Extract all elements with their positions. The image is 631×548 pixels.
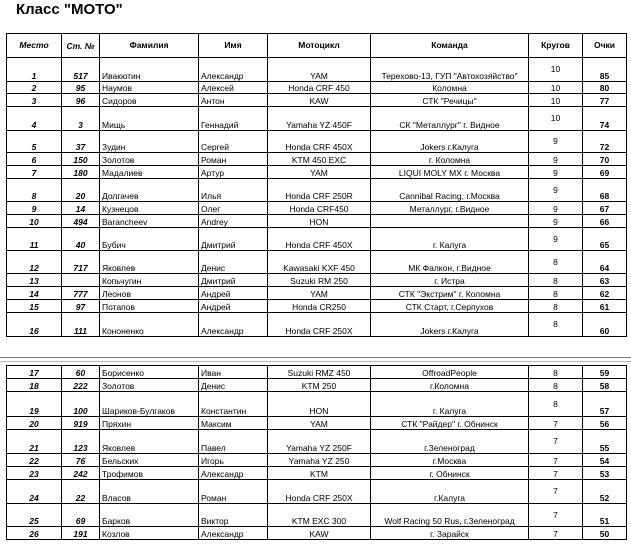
cell-lastname: Ивакютин (100, 58, 199, 82)
cell-points: 61 (583, 300, 627, 313)
cell-points: 63 (583, 274, 627, 287)
cell-motorcycle: Yamaha YZ 250 (268, 454, 371, 467)
col-header-lastname: Фамилия (100, 34, 199, 58)
cell-points: 55 (583, 430, 627, 454)
cell-laps: 9 (529, 179, 583, 202)
cell-points: 57 (583, 392, 627, 417)
cell-lastname: Barancheev (100, 215, 199, 228)
cell-lastname: Золотов (100, 153, 199, 166)
cell-place: 20 (7, 417, 62, 430)
table-row (7, 274, 627, 287)
cell-firstname: Виктор (199, 504, 268, 527)
cell-number (62, 274, 100, 287)
cell-team: OffroadPeople (371, 366, 529, 379)
cell-laps: 8 (529, 392, 583, 417)
cell-firstname: Иван (199, 366, 268, 379)
cell-firstname: Сергей (199, 131, 268, 153)
cell-laps: 10 (529, 58, 583, 82)
cell-place: 19 (7, 392, 62, 417)
table-row (7, 480, 627, 504)
cell-place: 25 (7, 504, 62, 527)
table-row (7, 392, 627, 417)
cell-number: 242 (62, 467, 100, 480)
table-row (7, 131, 627, 153)
cell-firstname: Денис (199, 379, 268, 392)
cell-laps: 8 (529, 251, 583, 274)
cell-team: г. Калуга (371, 228, 529, 251)
cell-points: 50 (583, 527, 627, 540)
cell-team: СТК Старт, г.Серпухов (371, 300, 529, 313)
cell-motorcycle: KTM 450 EXC (268, 153, 371, 166)
cell-number: 22 (62, 480, 100, 504)
cell-place: 8 (7, 179, 62, 202)
cell-team: Коломна (371, 82, 529, 94)
cell-place: 17 (7, 366, 62, 379)
cell-firstname: Андрей (199, 287, 268, 300)
table-row (7, 107, 627, 131)
cell-team: СТК "Райдер" г. Обнинск (371, 417, 529, 430)
cell-lastname: Пряхин (100, 417, 199, 430)
cell-place: 10 (7, 215, 62, 228)
cell-place: 26 (7, 527, 62, 540)
cell-place: 12 (7, 251, 62, 274)
cell-place: 7 (7, 166, 62, 179)
cell-firstname: Дмитрий (199, 274, 268, 287)
cell-firstname: Артур (199, 166, 268, 179)
cell-motorcycle: KTM EXC 300 (268, 504, 371, 527)
cell-motorcycle: Honda CRF 250X (268, 313, 371, 337)
cell-motorcycle: Honda CRF450 (268, 202, 371, 215)
cell-number: 180 (62, 166, 100, 179)
cell-team: г. Коломна (371, 153, 529, 166)
cell-number: 95 (62, 82, 100, 94)
cell-motorcycle: Suzuki RMZ 450 (268, 366, 371, 379)
cell-team: СК "Металлург" г. Видное (371, 107, 529, 131)
table-row (7, 379, 627, 392)
page-break-line (0, 357, 631, 358)
results-table-part-1 (6, 33, 627, 337)
cell-points: 67 (583, 202, 627, 215)
cell-points: 66 (583, 215, 627, 228)
cell-points: 80 (583, 82, 627, 94)
cell-number: 777 (62, 287, 100, 300)
cell-lastname: Мадалиев (100, 166, 199, 179)
cell-laps: 7 (529, 527, 583, 540)
cell-laps: 10 (529, 82, 583, 94)
cell-firstname: Константин (199, 392, 268, 417)
cell-firstname: Илья (199, 179, 268, 202)
cell-laps: 9 (529, 202, 583, 215)
cell-laps: 9 (529, 166, 583, 179)
cell-lastname: Трофимов (100, 467, 199, 480)
table-row (7, 454, 627, 467)
cell-place: 18 (7, 379, 62, 392)
cell-laps: 8 (529, 287, 583, 300)
cell-firstname: Павел (199, 430, 268, 454)
cell-points: 65 (583, 228, 627, 251)
col-header-laps: Кругов (529, 34, 583, 58)
cell-firstname: Антон (199, 94, 268, 107)
table-row (7, 179, 627, 202)
cell-laps: 8 (529, 313, 583, 337)
cell-laps: 9 (529, 228, 583, 251)
table-row (7, 153, 627, 166)
col-header-motorcycle: Мотоцикл (268, 34, 371, 58)
cell-team: г.Москва (371, 454, 529, 467)
cell-place: 4 (7, 107, 62, 131)
cell-laps: 8 (529, 366, 583, 379)
cell-lastname: Сидоров (100, 94, 199, 107)
page-break-line-secondary (0, 361, 631, 362)
cell-team: г. Обнинск (371, 467, 529, 480)
cell-number: 14 (62, 202, 100, 215)
table-row (7, 228, 627, 251)
cell-place: 15 (7, 300, 62, 313)
cell-place: 16 (7, 313, 62, 337)
cell-laps: 9 (529, 215, 583, 228)
cell-firstname: Алексей (199, 82, 268, 94)
cell-team: г.Зеленоград (371, 430, 529, 454)
cell-lastname: Долгачев (100, 179, 199, 202)
page-title: Класс "МОТО" (16, 1, 123, 18)
cell-laps: 7 (529, 504, 583, 527)
cell-firstname: Роман (199, 480, 268, 504)
cell-team: СТК "Экстрим" г. Коломна (371, 287, 529, 300)
cell-place: 21 (7, 430, 62, 454)
cell-team: МК Фалкон, г.Видное (371, 251, 529, 274)
cell-team (371, 215, 529, 228)
cell-firstname: Денис (199, 251, 268, 274)
cell-lastname: Кононенко (100, 313, 199, 337)
table-row (7, 430, 627, 454)
cell-laps: 7 (529, 430, 583, 454)
cell-team: г. Калуга (371, 392, 529, 417)
table-row (7, 166, 627, 179)
cell-number: 3 (62, 107, 100, 131)
cell-number: 517 (62, 58, 100, 82)
cell-place: 2 (7, 82, 62, 94)
cell-place: 3 (7, 94, 62, 107)
cell-motorcycle: YAM (268, 287, 371, 300)
cell-firstname: Геннадий (199, 107, 268, 131)
header-row (7, 34, 627, 58)
table-row (7, 251, 627, 274)
cell-laps: 7 (529, 467, 583, 480)
cell-place: 22 (7, 454, 62, 467)
cell-points: 70 (583, 153, 627, 166)
cell-team: г. Истра (371, 274, 529, 287)
cell-place: 11 (7, 228, 62, 251)
cell-firstname: Андрей (199, 300, 268, 313)
cell-laps: 8 (529, 379, 583, 392)
cell-laps: 7 (529, 480, 583, 504)
cell-firstname: Александр (199, 527, 268, 540)
cell-points: 58 (583, 379, 627, 392)
cell-number: 494 (62, 215, 100, 228)
cell-team: Jokers г.Калуга (371, 131, 529, 153)
cell-lastname: Борисенко (100, 366, 199, 379)
cell-points: 56 (583, 417, 627, 430)
cell-team: г.Калуга (371, 480, 529, 504)
cell-team: г. Зарайск (371, 527, 529, 540)
cell-motorcycle: Honda CRF 450X (268, 131, 371, 153)
cell-place: 5 (7, 131, 62, 153)
cell-firstname: Александр (199, 313, 268, 337)
table-row (7, 467, 627, 480)
cell-laps: 8 (529, 300, 583, 313)
cell-lastname: Барков (100, 504, 199, 527)
cell-place: 9 (7, 202, 62, 215)
cell-lastname: Кузнецов (100, 202, 199, 215)
col-header-team: Команда (371, 34, 529, 58)
cell-firstname: Andrey (199, 215, 268, 228)
cell-lastname: Яковлев (100, 251, 199, 274)
cell-place: 13 (7, 274, 62, 287)
table-row (7, 417, 627, 430)
cell-number: 37 (62, 131, 100, 153)
cell-motorcycle: KAW (268, 94, 371, 107)
cell-points: 68 (583, 179, 627, 202)
cell-lastname: Копьчугин (100, 274, 199, 287)
cell-number: 919 (62, 417, 100, 430)
cell-place: 1 (7, 58, 62, 82)
cell-motorcycle: Kawasaki KXF 450 (268, 251, 371, 274)
cell-firstname: Дмитрий (199, 228, 268, 251)
cell-team: СТК "Речицы" (371, 94, 529, 107)
cell-number: 717 (62, 251, 100, 274)
cell-laps: 7 (529, 454, 583, 467)
cell-firstname: Роман (199, 153, 268, 166)
cell-number: 123 (62, 430, 100, 454)
cell-team: Wolf Racing 50 Rus, г.Зеленоград (371, 504, 529, 527)
col-header-number: Ст. № (62, 34, 100, 58)
cell-points: 64 (583, 251, 627, 274)
cell-team: г.Коломна (371, 379, 529, 392)
cell-laps: 10 (529, 94, 583, 107)
cell-firstname: Олег (199, 202, 268, 215)
cell-place: 23 (7, 467, 62, 480)
cell-points: 85 (583, 58, 627, 82)
cell-points: 54 (583, 454, 627, 467)
cell-lastname: Наумов (100, 82, 199, 94)
cell-laps: 7 (529, 417, 583, 430)
table-row (7, 94, 627, 107)
table-row (7, 58, 627, 82)
table-row (7, 504, 627, 527)
cell-lastname: Бубич (100, 228, 199, 251)
cell-firstname: Игорь (199, 454, 268, 467)
cell-lastname: Потапов (100, 300, 199, 313)
cell-lastname: Золотов (100, 379, 199, 392)
table-row (7, 527, 627, 540)
cell-place: 14 (7, 287, 62, 300)
cell-points: 51 (583, 504, 627, 527)
cell-lastname: Зудин (100, 131, 199, 153)
cell-lastname: Мищь (100, 107, 199, 131)
cell-points: 69 (583, 166, 627, 179)
cell-points: 62 (583, 287, 627, 300)
cell-laps: 10 (529, 107, 583, 131)
cell-points: 52 (583, 480, 627, 504)
cell-motorcycle: Honda CRF 450 (268, 82, 371, 94)
results-body-part-2 (7, 366, 627, 540)
cell-motorcycle: KTM (268, 467, 371, 480)
cell-team: Cannibal Racing, г.Москва (371, 179, 529, 202)
cell-number: 222 (62, 379, 100, 392)
cell-laps: 9 (529, 153, 583, 166)
cell-points: 77 (583, 94, 627, 107)
cell-motorcycle: Yamaha YZ 450F (268, 107, 371, 131)
cell-number: 20 (62, 179, 100, 202)
cell-lastname: Власов (100, 480, 199, 504)
cell-motorcycle: HON (268, 392, 371, 417)
cell-number: 96 (62, 94, 100, 107)
cell-points: 74 (583, 107, 627, 131)
cell-motorcycle: KTM 250 (268, 379, 371, 392)
table-row (7, 313, 627, 337)
results-table-part-2 (6, 365, 627, 540)
cell-lastname: Козлов (100, 527, 199, 540)
cell-firstname: Александр (199, 467, 268, 480)
cell-laps: 9 (529, 131, 583, 153)
cell-number: 111 (62, 313, 100, 337)
cell-number: 97 (62, 300, 100, 313)
table-row (7, 287, 627, 300)
cell-number: 60 (62, 366, 100, 379)
cell-points: 53 (583, 467, 627, 480)
col-header-place: Место (7, 34, 62, 58)
cell-lastname: Яковлев (100, 430, 199, 454)
cell-place: 6 (7, 153, 62, 166)
cell-team: Терехово-13, ГУП "Автохозяйство" (371, 58, 529, 82)
cell-motorcycle: Honda CRF 250X (268, 480, 371, 504)
cell-lastname: Шариков-Булгаков (100, 392, 199, 417)
cell-number: 100 (62, 392, 100, 417)
cell-number: 76 (62, 454, 100, 467)
cell-firstname: Максим (199, 417, 268, 430)
cell-motorcycle: Honda CR250 (268, 300, 371, 313)
cell-lastname: Леонов (100, 287, 199, 300)
cell-points: 59 (583, 366, 627, 379)
cell-team: Металлург, г.Видное (371, 202, 529, 215)
table-row (7, 202, 627, 215)
cell-team: Jokers г.Калуга (371, 313, 529, 337)
cell-motorcycle: Suzuki RM 250 (268, 274, 371, 287)
table-row (7, 366, 627, 379)
cell-number: 69 (62, 504, 100, 527)
col-header-firstname: Имя (199, 34, 268, 58)
cell-team: LIQUI MOLY MX г. Москва (371, 166, 529, 179)
cell-motorcycle: YAM (268, 417, 371, 430)
cell-number: 150 (62, 153, 100, 166)
cell-points: 60 (583, 313, 627, 337)
cell-motorcycle: Yamaha YZ 250F (268, 430, 371, 454)
cell-firstname: Александр (199, 58, 268, 82)
cell-motorcycle: YAM (268, 166, 371, 179)
cell-laps: 8 (529, 274, 583, 287)
results-body-part-1 (7, 58, 627, 337)
cell-points: 72 (583, 131, 627, 153)
cell-motorcycle: HON (268, 215, 371, 228)
cell-lastname: Бельских (100, 454, 199, 467)
cell-number: 40 (62, 228, 100, 251)
cell-motorcycle: KAW (268, 527, 371, 540)
col-header-points: Очки (583, 34, 627, 58)
table-row (7, 300, 627, 313)
table-row (7, 82, 627, 94)
cell-motorcycle: Honda CRF 250R (268, 179, 371, 202)
cell-number: 191 (62, 527, 100, 540)
cell-motorcycle: YAM (268, 58, 371, 82)
cell-motorcycle: Honda CRF 450X (268, 228, 371, 251)
cell-place: 24 (7, 480, 62, 504)
table-row (7, 215, 627, 228)
